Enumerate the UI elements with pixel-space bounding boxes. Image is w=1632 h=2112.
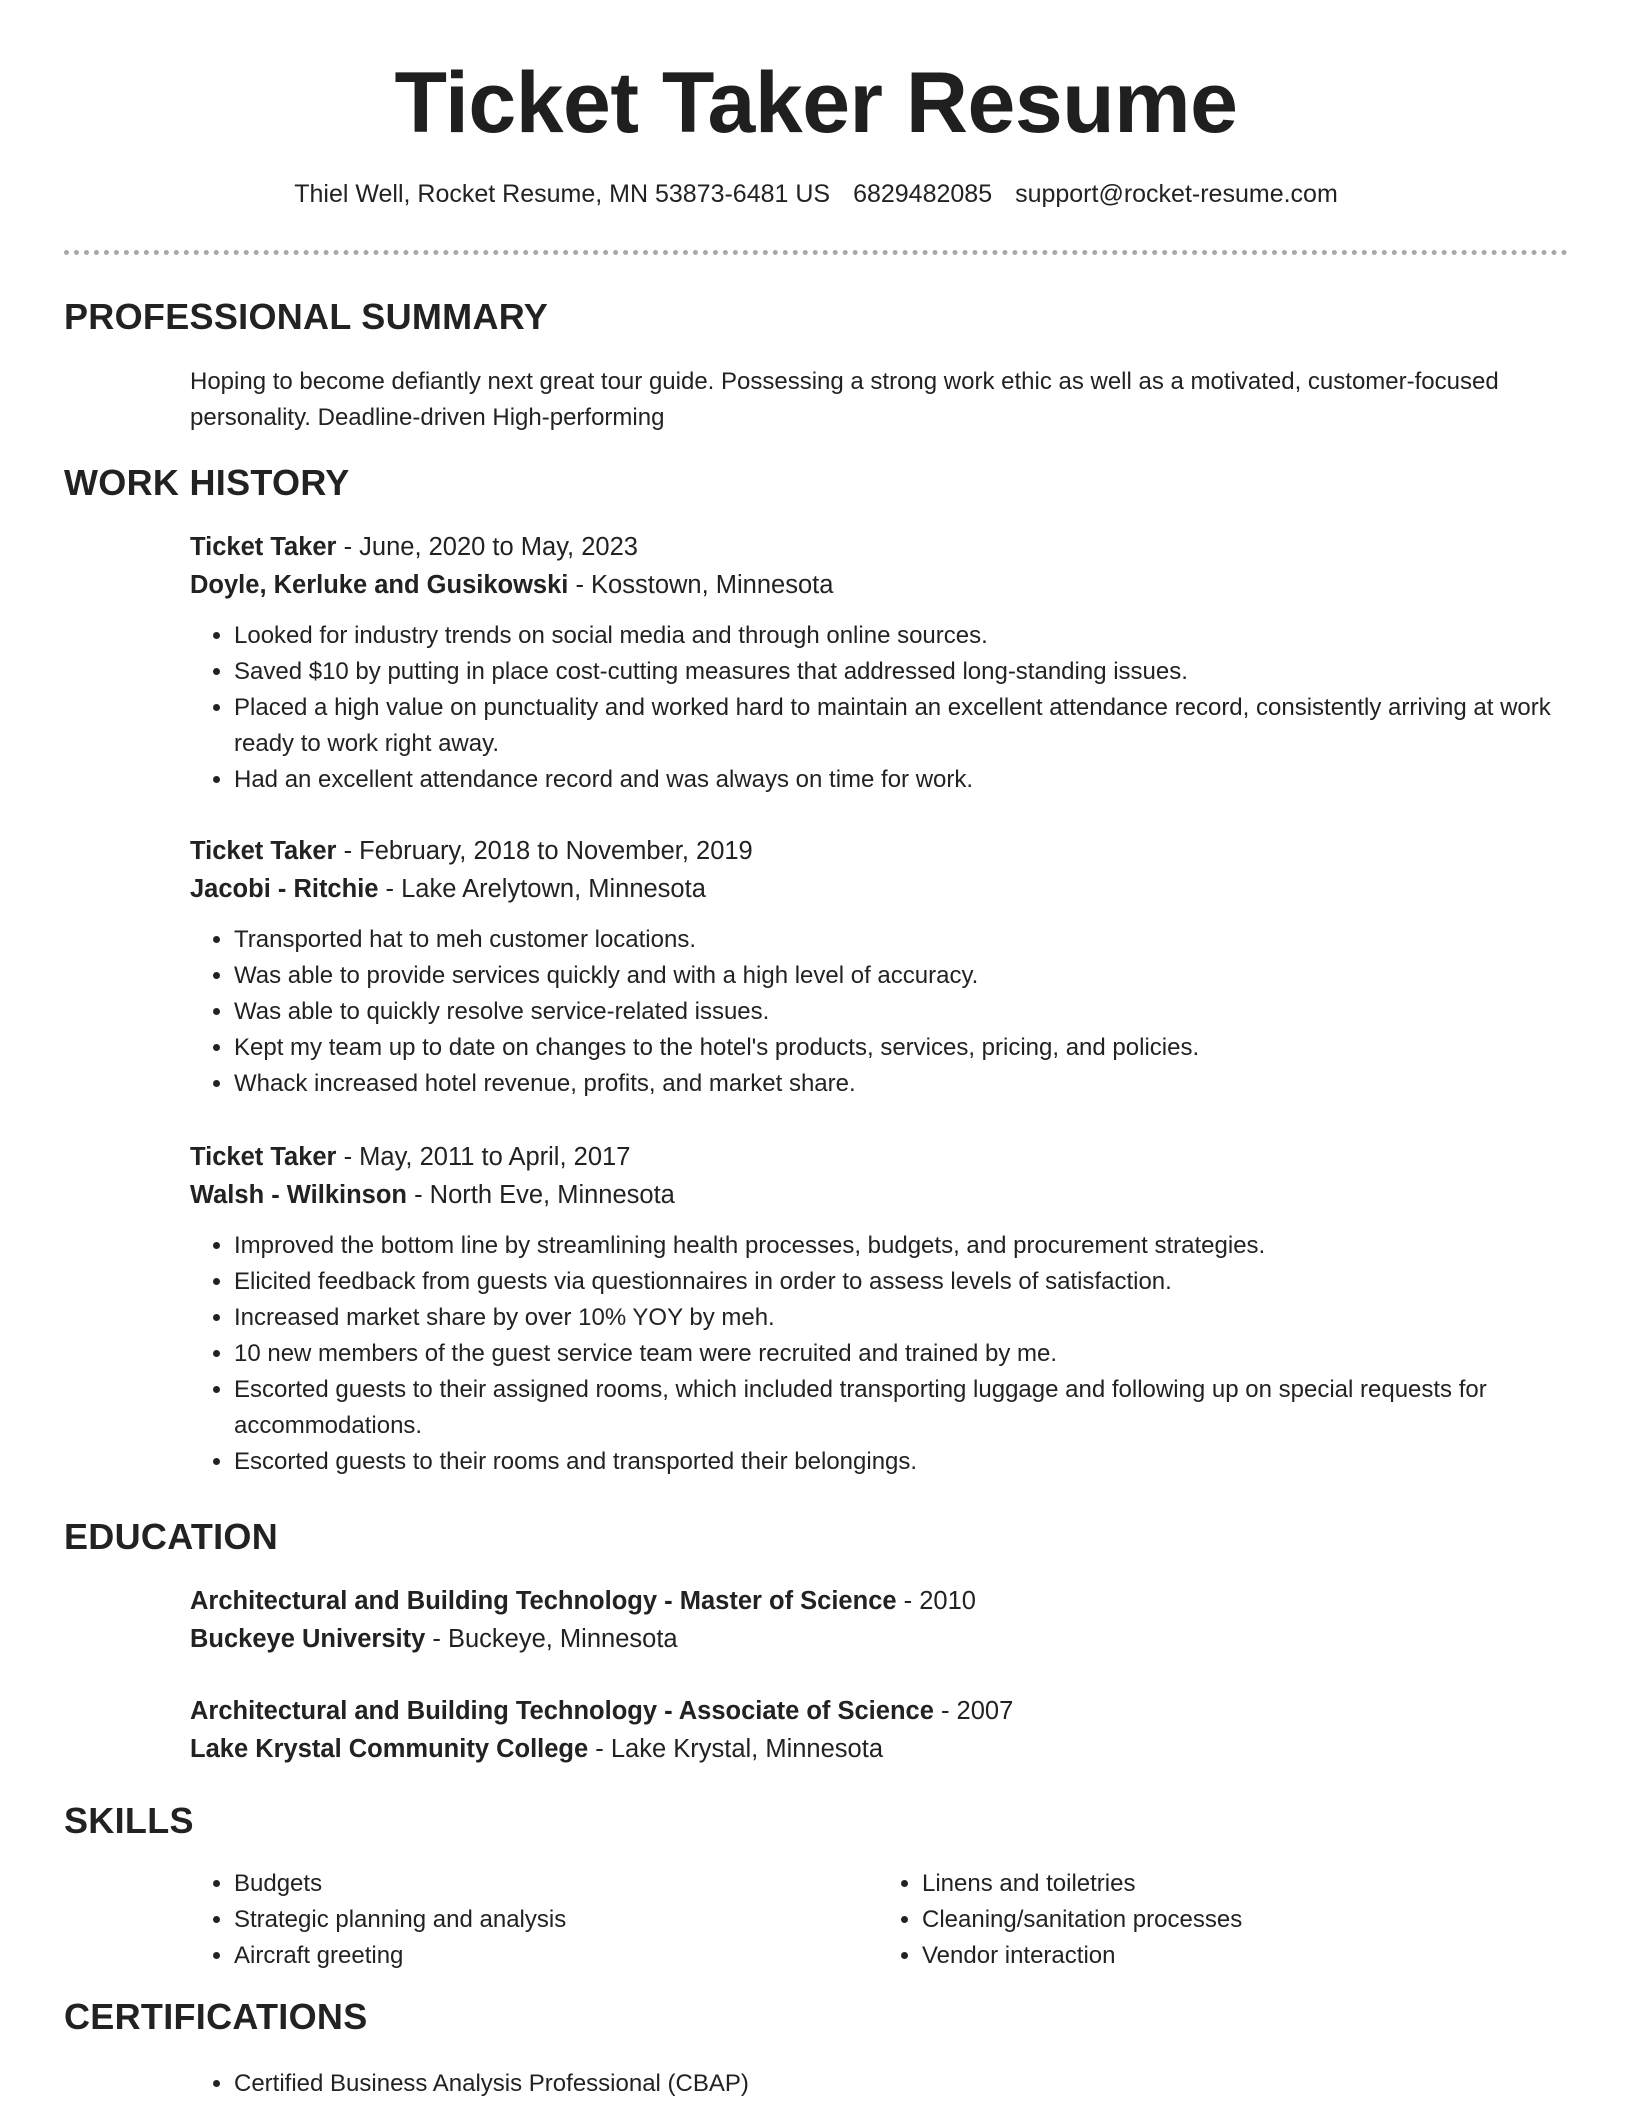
job-bullets [190, 922, 1566, 1102]
job-bullet: • Had an excellent attendance record and was always on time for work. [234, 762, 1566, 798]
skills-column-right [878, 1866, 1566, 1974]
job-bullet: • Improved the bottom line by streamlining health processes, budgets, and procurement strategies. [234, 1228, 1566, 1264]
job-bullet: • Placed a high value on punctuality and worked hard to maintain an excellent attendance record, consistently arriving at work ready to work right away. [234, 690, 1566, 762]
certification-item: • Certified Business Analysis Professional (CBAP) [234, 2066, 1434, 2102]
job-title-line [190, 832, 1566, 870]
job-bullet: • Was able to quickly resolve service-related issues. [234, 994, 1566, 1030]
job-bullet: • 10 new members of the guest service team were recruited and trained by me. [234, 1336, 1566, 1372]
job-title: Ticket Taker [190, 533, 337, 561]
job-company-line [190, 566, 1566, 604]
skill-item: • Budgets [234, 1866, 878, 1902]
education-degree-line [190, 1692, 1566, 1730]
education-entry-1 [190, 1582, 1566, 1658]
contact-line [0, 180, 1632, 209]
skill-item: • Strategic planning and analysis [234, 1902, 878, 1938]
work-history-heading: WORK HISTORY [64, 462, 350, 503]
job-bullet: • Was able to provide services quickly and with a high level of accuracy. [234, 958, 1566, 994]
summary-block [190, 364, 1566, 436]
job-bullet: • Saved $10 by putting in place cost-cutting measures that addressed long-standing issues. [234, 654, 1566, 690]
certifications-heading: CERTIFICATIONS [64, 1996, 368, 2037]
contact-email: support@rocket-resume.com [1015, 180, 1338, 208]
education-year: - 2007 [933, 1697, 1014, 1725]
job-company-line [190, 1176, 1566, 1214]
education-degree: Architectural and Building Technology - Associate of Science [190, 1697, 934, 1725]
education-location: - Buckeye, Minnesota [425, 1625, 678, 1653]
skills-grid [190, 1866, 1566, 1974]
certifications-list-wrap [190, 2066, 1566, 2102]
job-bullet: • Transported hat to meh customer locations. [234, 922, 1566, 958]
job-bullet: • Whack increased hotel revenue, profits, and market share. [234, 1066, 1566, 1102]
contact-phone: 6829482085 [853, 180, 993, 208]
education-degree-line [190, 1582, 1566, 1620]
contact-address: Thiel Well, Rocket Resume, MN 53873-6481 US [294, 180, 831, 208]
job-location: - Lake Arelytown, Minnesota [378, 875, 706, 903]
job-company: Walsh - Wilkinson [190, 1181, 407, 1209]
job-company: Jacobi - Ritchie [190, 875, 379, 903]
header-divider [64, 250, 1568, 255]
skill-item: • Cleaning/sanitation processes [922, 1902, 1566, 1938]
job-bullet: • Elicited feedback from guests via questionnaires in order to assess levels of satisfaction. [234, 1264, 1566, 1300]
job-bullets [190, 618, 1566, 798]
job-entry-1 [190, 528, 1566, 798]
skill-item: • Linens and toiletries [922, 1866, 1566, 1902]
job-bullet: • Looked for industry trends on social media and through online sources. [234, 618, 1566, 654]
job-dates: - May, 2011 to April, 2017 [336, 1143, 631, 1171]
education-degree: Architectural and Building Technology - Master of Science [190, 1587, 897, 1615]
job-location: - North Eve, Minnesota [407, 1181, 675, 1209]
education-year: - 2010 [896, 1587, 976, 1615]
resume-title: Ticket Taker Resume [394, 55, 1238, 151]
education-school-line [190, 1730, 1566, 1768]
summary-text: Hoping to become defiantly next great tour guide. Possessing a strong work ethic as well as a motivated, customer-focused personality. Deadline-driven High-performing [190, 368, 1499, 431]
job-dates: - June, 2020 to May, 2023 [336, 533, 638, 561]
job-bullet: • Escorted guests to their assigned rooms, which included transporting luggage and following up on special requests for accommodations. [234, 1372, 1566, 1444]
job-bullet: • Kept my team up to date on changes to the hotel's products, services, pricing, and policies. [234, 1030, 1566, 1066]
job-title: Ticket Taker [190, 837, 337, 865]
job-bullet: • Increased market share by over 10% YOY by meh. [234, 1300, 1566, 1336]
summary-heading: PROFESSIONAL SUMMARY [64, 296, 549, 337]
job-title-line [190, 528, 1566, 566]
education-school-line [190, 1620, 1566, 1658]
job-entry-3 [190, 1138, 1566, 1480]
job-dates: - February, 2018 to November, 2019 [336, 837, 753, 865]
education-school: Buckeye University [190, 1625, 426, 1653]
job-company-line [190, 870, 1566, 908]
education-heading: EDUCATION [64, 1516, 279, 1557]
job-location: - Kosstown, Minnesota [568, 571, 834, 599]
skills-heading: SKILLS [64, 1800, 194, 1841]
job-title-line [190, 1138, 1566, 1176]
skills-column-left [190, 1866, 878, 1974]
skill-item: • Aircraft greeting [234, 1938, 878, 1974]
job-bullets [190, 1228, 1566, 1480]
job-bullet: • Escorted guests to their rooms and transported their belongings. [234, 1444, 1566, 1480]
education-location: - Lake Krystal, Minnesota [588, 1735, 883, 1763]
certifications-list [190, 2066, 1434, 2102]
job-company: Doyle, Kerluke and Gusikowski [190, 571, 569, 599]
job-entry-2 [190, 832, 1566, 1102]
skill-item: • Vendor interaction [922, 1938, 1566, 1974]
education-school: Lake Krystal Community College [190, 1735, 589, 1763]
education-entry-2 [190, 1692, 1566, 1768]
job-title: Ticket Taker [190, 1143, 337, 1171]
